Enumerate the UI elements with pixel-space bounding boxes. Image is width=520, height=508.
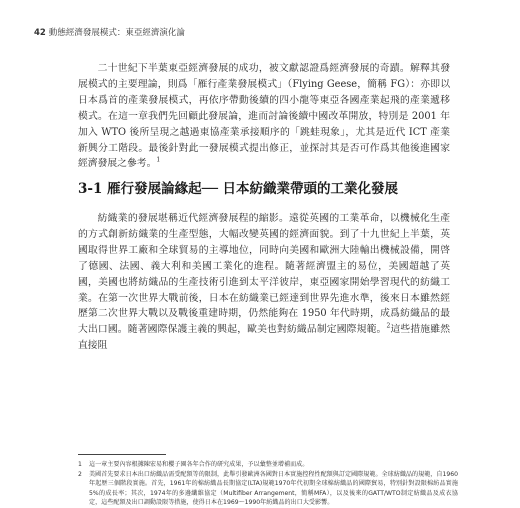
footnote <box>78 460 458 469</box>
footnote-number: 1 <box>78 461 82 468</box>
footnote <box>78 470 458 507</box>
footnote-text: 這一章主要內容根據陳宏易和櫻子園各年合作的研究成果，予以彙整並增補而成。 <box>89 461 309 468</box>
page-number: 42 <box>34 28 46 38</box>
section-heading: 3-1 雁行發展論緣起── 日本紡織業帶頭的工業化發展 <box>78 181 399 197</box>
footnote-divider <box>78 454 166 455</box>
footnote-ref-2[interactable]: 2 <box>386 323 391 331</box>
running-header <box>34 26 185 38</box>
intro-paragraph <box>78 61 450 172</box>
footnotes <box>78 460 458 508</box>
section-paragraph <box>78 211 450 354</box>
footnote-text: 美國首先要求日本出口紡織品需受配額等的限制，此舉引發歐洲各國對日本實施控程性配額與訂定國際規範。全球紡織品的規範，自1960年起歷三個階段實施。首先，1961年的棉紡織品長期協定(LTA)規範1970年代初期全球棉紡織品的國際貿易，特別針對設限棉紡品實施5%的成長率；其次，1974年的多邊纖維協定（Multifiber Arrangement，簡稱MFA），以及後來的GATT/WTO制定紡織品及成衣協定，這些配額及出口調動設限等措施，使得日本在1969～1990年紡織品的出口大受影響。 <box>89 471 458 506</box>
section-text: 紡織業的發展堪稱近代經濟發展程的縮影。遠從英國的工業革命，以機械化生產的方式創新紡織業的生產型態，大幅改變英國的經濟面貌。到了十九世紀上半葉，英國取得世界工廠和全球貿易的主導地位，同時向美國和歐洲大陸輸出機械設備，開啓了德國、法國、義大利和美國工業化的進程。隨著經濟盟主的易位，美國超越了英國，美國也將紡織品的生產技術引進到太平洋彼岸，東亞國家開始學習現代的紡織工業。在第一次世界大戰前後，日本在紡織業已經達到世界先進水準，後來日本雖然經歷第二次世界大戰以及戰後重建時期，仍然能夠在 1950 年代時期，成爲紡織品的最大出口國。隨著國際保護主義的興起，歐美也對紡織品制定國際規範。 <box>78 213 450 336</box>
intro-text: 二十世紀下半葉東亞經濟發展的成功，被文獻認證爲經濟發展的奇蹟。解釋其發展模式的主要理論，則爲「雁行產業發展模式」（Flying Geese，簡稱 FG）：亦即以日本爲首的產業發展模式，再依序帶動後續的四小龍等東亞各國產業起飛的產業遞移模式。在這一章我們先回顧此發展論，進而討論後續中國改革開放，特別是 2001 年加入 WTO 後所呈現之越過東協產業承接順序的「跳蛙現象」，尤其是近代 ICT 產業新興分工階段。最後針對此一發展模式提出修正，並探討其是否可作爲其他後進國家經濟發展之參考。 <box>78 63 450 170</box>
footnote-ref-1[interactable]: 1 <box>156 157 161 165</box>
section-text-tail: 這些措施雖然直接阻 <box>78 324 451 352</box>
running-title: 動態經濟發展模式：東亞經濟演化論 <box>48 28 185 38</box>
footnote-number: 2 <box>78 471 82 479</box>
